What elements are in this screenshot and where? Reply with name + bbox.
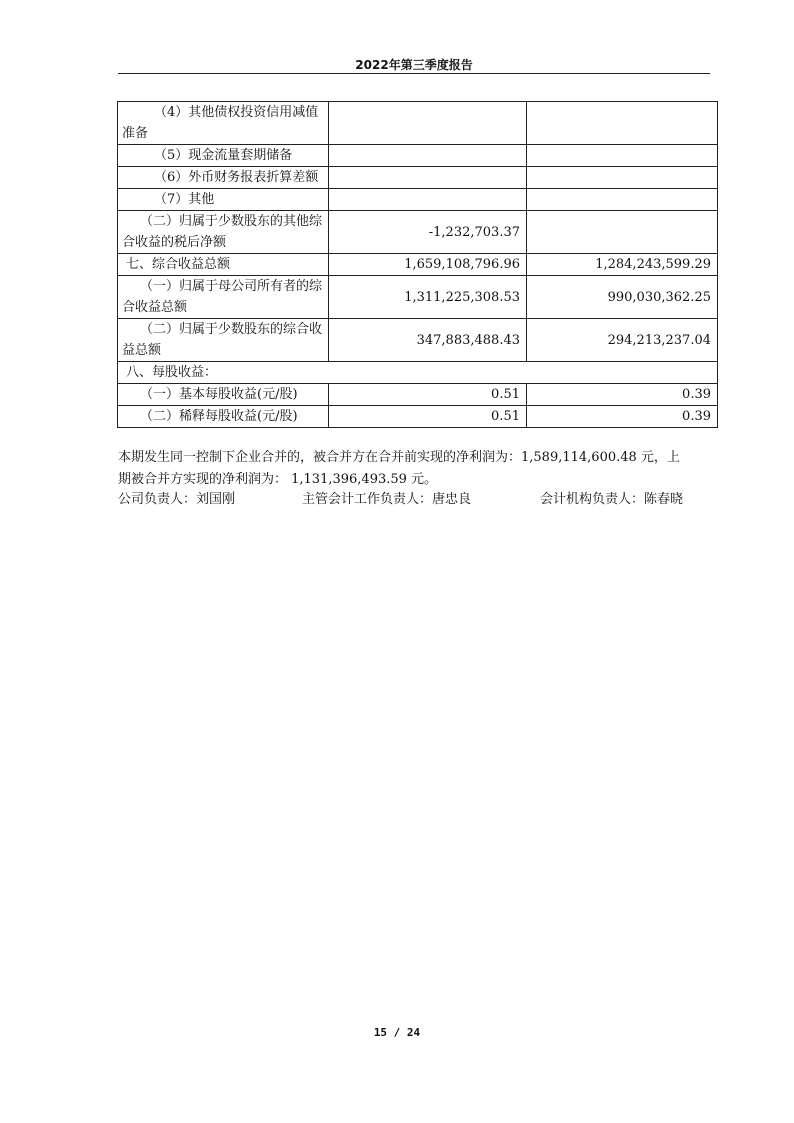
row-label: 七、综合收益总额 — [118, 254, 329, 276]
row-current-value: -1,232,703.37 — [329, 211, 527, 254]
row-current-value: 347,883,488.43 — [329, 319, 527, 362]
signature-line — [118, 489, 718, 511]
row-current-value — [329, 102, 527, 145]
row-prior-value — [527, 189, 718, 211]
merger-note-line-2: 期被合并方实现的净利润为： 1,131,396,493.59 元。 — [118, 472, 438, 487]
table-row — [118, 211, 718, 254]
table-row — [118, 362, 718, 384]
row-prior-value — [527, 167, 718, 189]
row-prior-value — [527, 145, 718, 167]
row-current-value: 1,311,225,308.53 — [329, 276, 527, 319]
row-label: （二）稀释每股收益(元/股) — [118, 406, 329, 428]
report-title: 2022年第三季度报告 — [355, 58, 473, 72]
row-current-value — [329, 145, 527, 167]
table-row — [118, 167, 718, 189]
table-row — [118, 319, 718, 362]
row-label: （7）其他 — [118, 189, 329, 211]
accounting-head: 主管会计工作负责人：唐忠良 — [302, 492, 472, 507]
table-row — [118, 384, 718, 406]
row-prior-value: 990,030,362.25 — [527, 276, 718, 319]
merger-note-line-1: 本期发生同一控制下企业合并的，被合并方在合并前实现的净利润为：1,589,114,600.48 元，上 — [118, 450, 680, 465]
page-number: 15 / 24 — [373, 1026, 421, 1039]
table-row — [118, 102, 718, 145]
row-label: （一）归属于母公司所有者的综合收益总额 — [118, 276, 329, 319]
row-current-value — [329, 189, 527, 211]
row-label: （4）其他债权投资信用减值准备 — [118, 102, 329, 145]
table-row — [118, 254, 718, 276]
table-row — [118, 189, 718, 211]
table-row — [118, 276, 718, 319]
accounting-org-head: 会计机构负责人：陈春晓 — [540, 492, 684, 507]
table-row — [118, 406, 718, 428]
row-current-value: 1,659,108,796.96 — [329, 254, 527, 276]
row-prior-value — [527, 102, 718, 145]
row-prior-value: 0.39 — [527, 384, 718, 406]
row-label: 八、每股收益： — [118, 362, 718, 384]
row-current-value — [329, 167, 527, 189]
row-label: （一）基本每股收益(元/股) — [118, 384, 329, 406]
row-label: （二）归属于少数股东的其他综合收益的税后净额 — [118, 211, 329, 254]
row-prior-value — [527, 211, 718, 254]
table-row — [118, 145, 718, 167]
row-current-value: 0.51 — [329, 384, 527, 406]
row-label: （二）归属于少数股东的综合收益总额 — [118, 319, 329, 362]
row-prior-value: 294,213,237.04 — [527, 319, 718, 362]
row-prior-value: 1,284,243,599.29 — [527, 254, 718, 276]
income-statement-table — [117, 101, 718, 428]
merger-note — [118, 447, 718, 491]
company-head: 公司负责人：刘国刚 — [118, 492, 236, 507]
header-divider — [118, 73, 710, 74]
row-current-value: 0.51 — [329, 406, 527, 428]
row-label: （5）现金流量套期储备 — [118, 145, 329, 167]
row-label: （6）外币财务报表折算差额 — [118, 167, 329, 189]
row-prior-value: 0.39 — [527, 406, 718, 428]
